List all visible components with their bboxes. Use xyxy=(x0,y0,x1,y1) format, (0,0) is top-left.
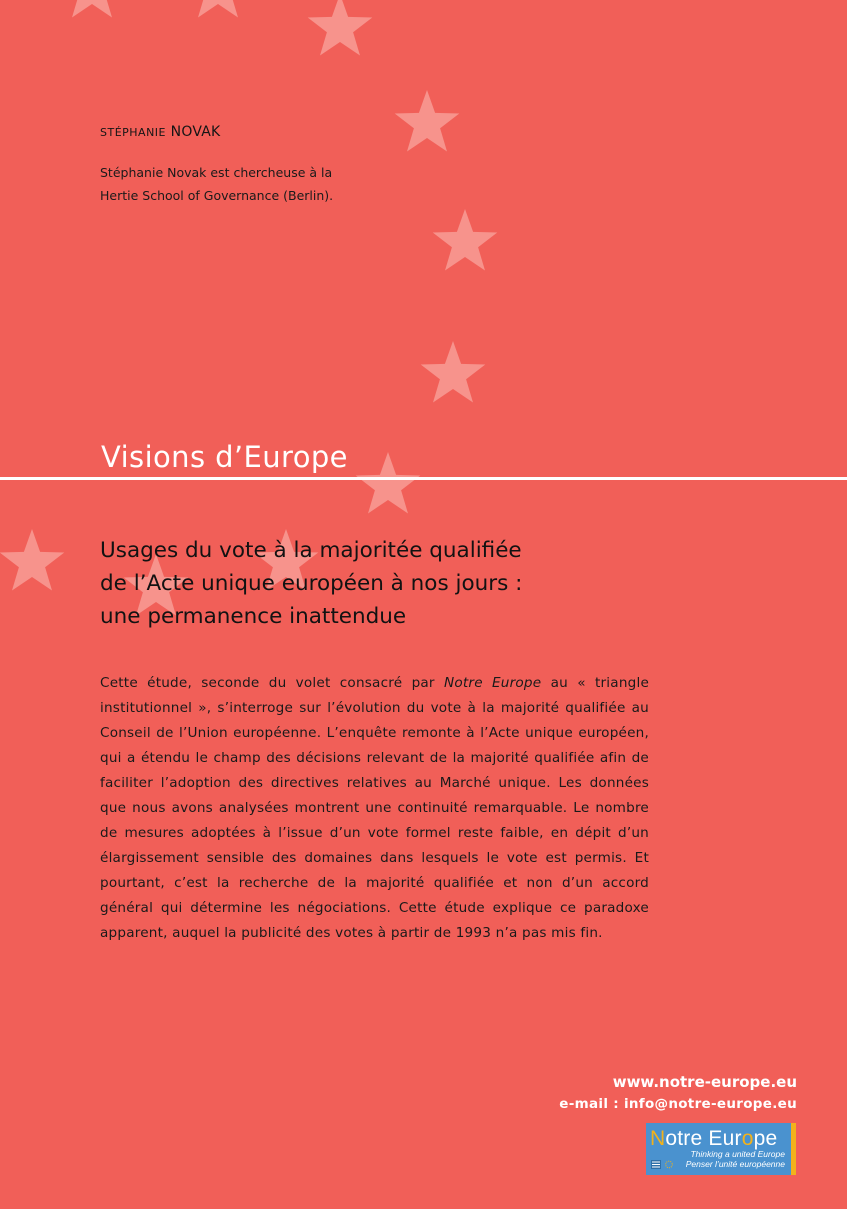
document-title xyxy=(100,534,660,633)
logo-name xyxy=(650,1127,777,1151)
logo-letter: o xyxy=(741,1127,754,1150)
logo-tagline-fr: Penser l’unité européenne xyxy=(685,1158,785,1169)
divider xyxy=(0,477,847,480)
star-icon xyxy=(308,0,373,56)
logo-letter: N xyxy=(650,1127,666,1150)
series-title: Visions d’Europe xyxy=(101,440,348,474)
logo-text: otre Eur xyxy=(665,1127,742,1150)
author-bio xyxy=(100,161,400,207)
logo-tagline-en: Thinking a united Europe xyxy=(690,1149,785,1159)
star-icon xyxy=(186,0,251,18)
author-bio-line: Stéphanie Novak est chercheuse à la xyxy=(100,165,333,180)
notre-europe-logo xyxy=(646,1123,796,1175)
abstract xyxy=(100,671,649,946)
star-icon xyxy=(60,0,125,18)
abstract-text: Cette étude, seconde du volet consacré par xyxy=(100,675,444,691)
document-title-line: de l’Acte unique européen à nos jours : xyxy=(100,571,523,596)
author-name xyxy=(100,124,220,140)
author-first-name: STÉPHANIE xyxy=(100,126,167,139)
star-icon xyxy=(421,341,486,403)
email-link[interactable]: e-mail : info@notre-europe.eu xyxy=(559,1096,797,1112)
logo-tagline xyxy=(686,1150,785,1169)
document-title-line: une permanence inattendue xyxy=(100,604,407,629)
logo-text: pe xyxy=(753,1127,778,1150)
eu-flag-icon xyxy=(651,1160,675,1169)
star-icon xyxy=(433,209,498,271)
document-title-line: Usages du vote à la majoritée qualifiée xyxy=(100,538,522,563)
author-last-name: NOVAK xyxy=(170,124,221,140)
website-link[interactable]: www.notre-europe.eu xyxy=(612,1073,797,1091)
abstract-text: au « triangle institutionnel », s’interroge sur l’évolution du vote à la majorité qualifiée au Conseil de l’Union européenne. L’enquête remonte à l’Acte unique européen, qui a étendu le champ des décisions relevant de la majorité qualifiée afin de faciliter l’adoption des directives relatives au Marché unique. Les données que nous avons analysées montrent une continuité remarquable. Le nombre de mesures adoptées à l’issue d’un vote formel reste faible, en dépit d’un élargissement sensible des domaines dans lesquels le vote est permis. Et pourtant, c’est la recherche de la majorité qualifiée et non d’un accord général qui détermine les négociations. Cette étude explique ce paradoxe apparent, auquel la publicité des votes à partir de 1993 n’a pas mis fin. xyxy=(100,675,650,941)
star-icon xyxy=(356,452,421,514)
star-icon xyxy=(395,90,460,152)
abstract-emphasis: Notre Europe xyxy=(443,675,542,691)
contact-block xyxy=(559,1071,797,1115)
star-icon xyxy=(0,529,64,591)
author-bio-line: Hertie School of Governance (Berlin). xyxy=(100,188,334,203)
